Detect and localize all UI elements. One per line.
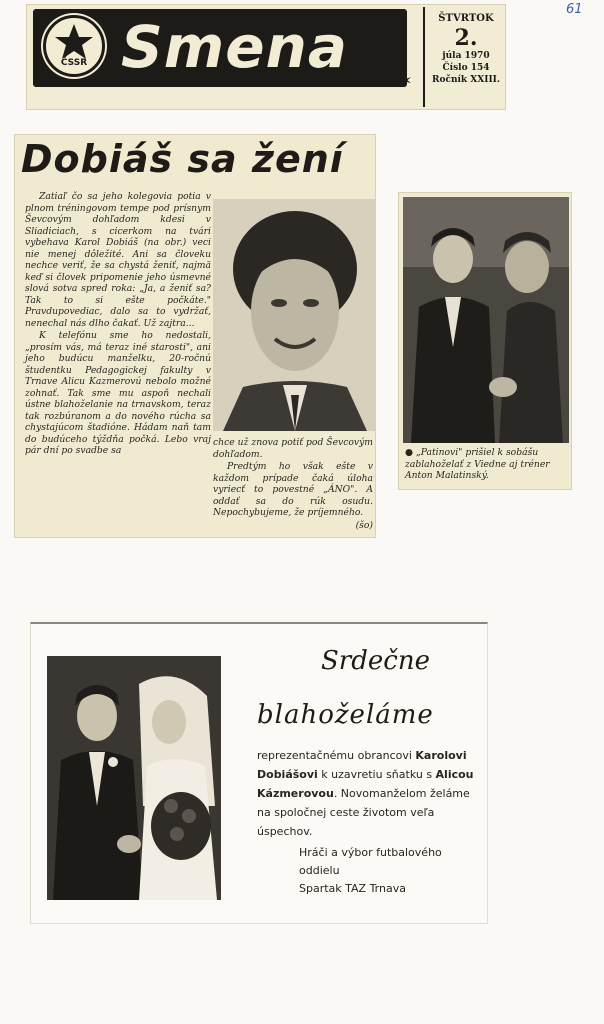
congratulation-clipping: [30, 622, 488, 924]
congrats-title-line-2: blahoželáme: [257, 700, 434, 730]
article-paragraph: Zatiaľ čo sa jeho kolegovia potia v plnom tréningovom tempe pod prísnym Ševcovým dohľadom kdesi v Sliadiciach, s cicerkom na tvári vybehava Karol Dobiáš (na obr.) veci nie menej dôležité. Ani sa človeku nechce veriť, že sa chystá ženiť, najmä keď si človek pripomenie jeho úsmevné slová sotva spred roka: „Ja, a ženiť sa? Tak to si ešte počkáte." Pravdupovediac, dalo sa to vydržať, nenechal nás dlho čakať. Už zajtra...: [25, 191, 211, 329]
congrats-title-line-1: Srdečne: [321, 646, 430, 676]
page-number: 61: [566, 2, 583, 17]
emblem-star-icon: [52, 22, 96, 62]
congrats-text: k uzavretiu sňatku s: [317, 768, 436, 781]
bride-groom-image: [47, 656, 221, 900]
portrait-photo: [213, 199, 375, 431]
emblem-label: ČSSR: [60, 58, 88, 68]
article-column: [25, 191, 211, 458]
signature-line: Hráči a výbor futbalového oddielu: [299, 846, 442, 877]
article-paragraph: chce už znova potiť pod Ševcovým dohľadom.: [213, 437, 373, 460]
issue-info: [423, 7, 507, 107]
article-paragraph: Predtým ho však ešte v každom prípade čaká úloha vyriecť to povestné „ÁNO". A oddať sa do rúk osudu. Nepochybujeme, že príjemného.: [213, 461, 373, 518]
issue-day-name: ŠTVRTOK: [438, 13, 494, 24]
article-continuation: [213, 437, 373, 531]
portrait-image: [213, 199, 375, 431]
congrats-text: reprezentačnému obrancovi: [257, 749, 416, 762]
issue-month-year: júla 1970: [442, 51, 490, 61]
congrats-text: . Novomanželom želáme na spoločnej ceste životom veľa úspechov.: [257, 787, 470, 838]
groom-name: Karolovi Dobiášovi: [257, 749, 467, 781]
photo-caption: [405, 447, 569, 482]
wedding-photo-clipping: [398, 192, 572, 490]
logo-box: [33, 9, 407, 87]
issue-day-number: 2.: [454, 25, 478, 51]
article-paragraph: K telefónu sme ho nedostali, „prosím vás, má teraz iné starosti", ani jeho budúcu manželku, 20-ročnú študentku Pedagogickej fakulty v Trnave Alicu Kazmerovú nebolo možné zohnať. Tak sme mu aspoň nechali ústne blahoželanie na trnavskom, teraz tak rozbúranom a do nového rúcha sa chystajúcom štadióne. Hádam naň tam do budúceho týždňa počká. Lebo vraj pár dní po svadbe sa: [25, 330, 211, 456]
issue-volume: Ročník XXIII.: [431, 75, 501, 85]
congrats-message: [257, 746, 477, 841]
state-emblem-icon: [43, 15, 105, 77]
caption-bullet-icon: ●: [405, 447, 414, 458]
bride-groom-photo: [47, 656, 221, 900]
issue-number: Číslo 154: [442, 63, 490, 73]
bride-name: Alicou Kázmerovou: [257, 768, 474, 800]
congrats-signature: [299, 844, 479, 898]
wedding-guests-image: [403, 197, 569, 443]
article-headline: Dobiáš sa žení: [21, 137, 344, 181]
separator-star-icon: ✶: [399, 71, 413, 90]
newspaper-masthead: [26, 4, 506, 110]
wedding-guests-photo: [403, 197, 569, 443]
article-clipping: [14, 134, 376, 538]
author-signature: (šo): [355, 519, 373, 531]
newspaper-logo: Smena: [121, 13, 348, 81]
caption-text: „Patinovi" prišiel k sobášu zablahoželať z Viedne aj tréner Anton Malatinský.: [405, 447, 550, 481]
signature-line: Spartak TAZ Trnava: [299, 882, 406, 895]
